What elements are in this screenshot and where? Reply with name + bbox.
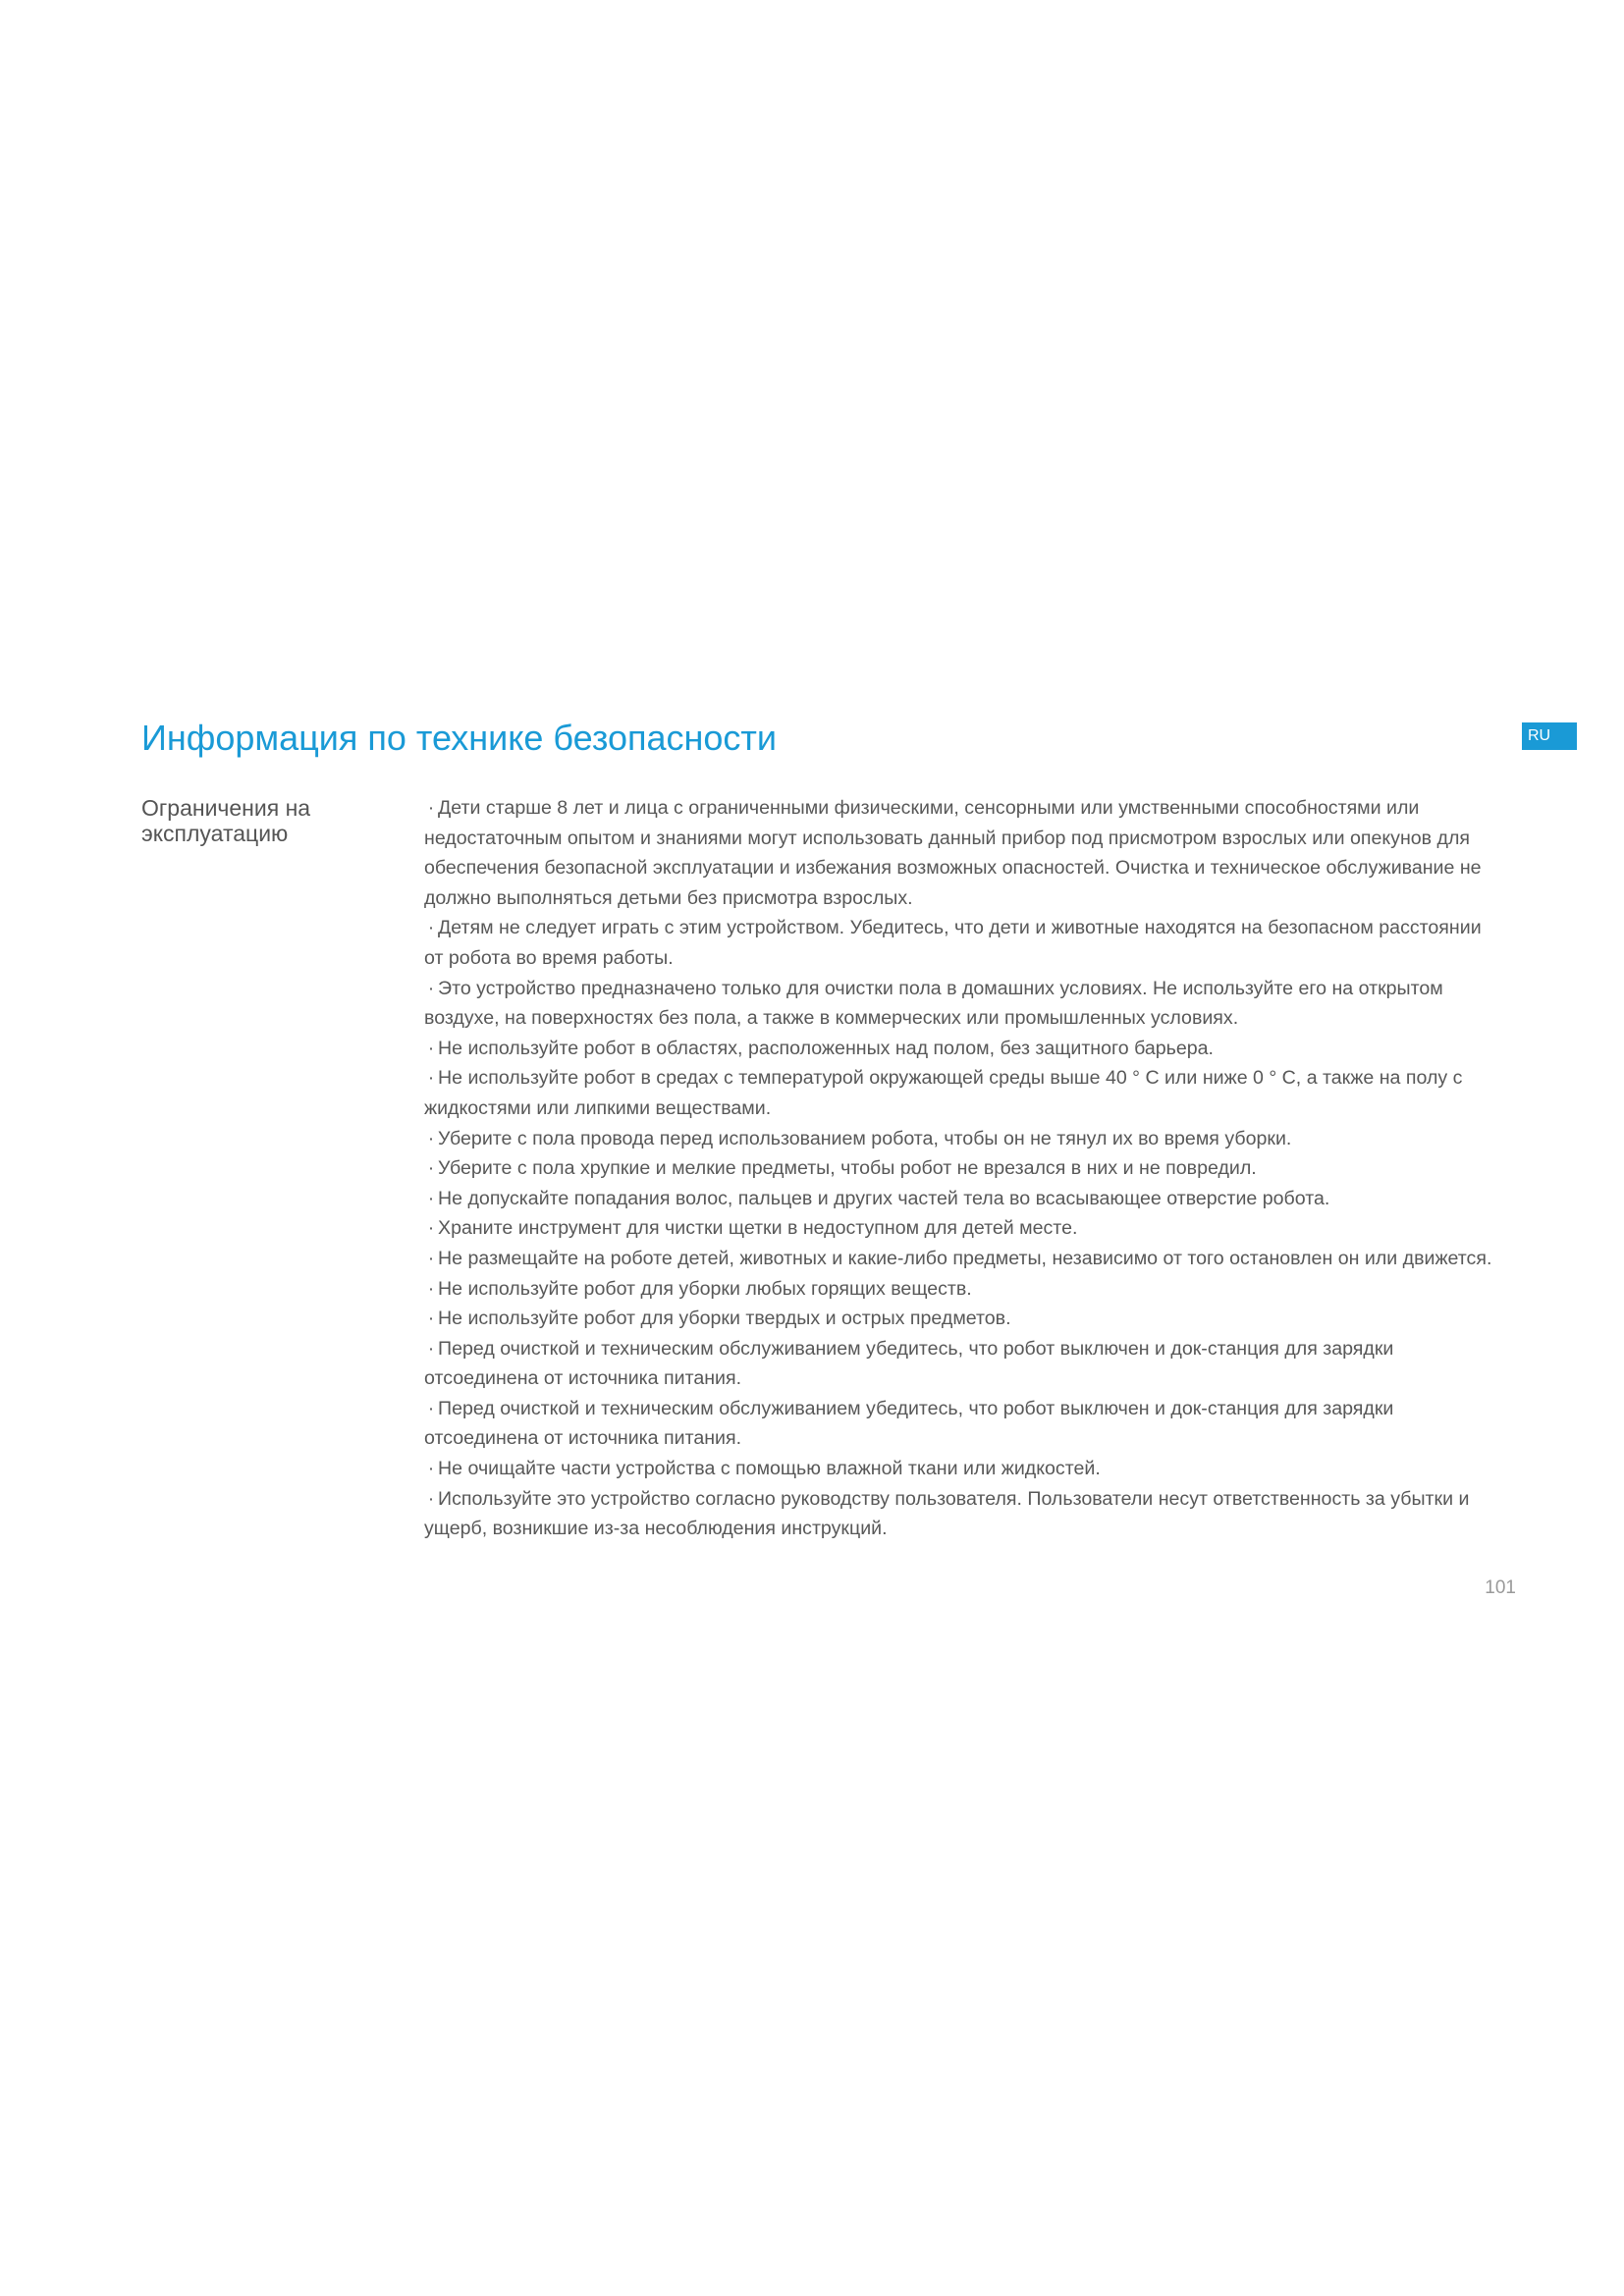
list-item-text: Уберите с пола провода перед использованием робота, чтобы он не тянул их во время уборки. (438, 1127, 1292, 1149)
list-item (424, 1184, 1496, 1214)
list-item (424, 1244, 1496, 1274)
bullet-icon: · (427, 1187, 435, 1209)
bullet-icon: · (427, 1157, 435, 1180)
list-item-text: Уберите с пола хрупкие и мелкие предметы, чтобы робот не врезался в них и не повредил. (438, 1157, 1257, 1180)
section-heading-line-2: эксплуатацию (141, 821, 289, 846)
bullet-icon: · (427, 1127, 435, 1149)
list-item-text: Перед очисткой и техническим обслуживанием убедитесь, что робот выключен и док-станция для зарядки отсоединена от источника питания. (424, 1337, 1394, 1390)
list-item-text: Дети старше 8 лет и лица с ограниченными физическими, сенсорными или умственными способностями или недостаточным опытом и знаниями могут использовать данный прибор под присмотром взрослых или опекунов для обеспечения безопасной эксплуатации и избежания возможных опасностей. Очистка и техническое обслуживание не должно выполняться детьми без присмотра взрослых. (424, 797, 1482, 909)
bullet-icon: · (427, 1067, 435, 1090)
section-heading (141, 795, 377, 846)
bullet-icon: · (427, 977, 435, 999)
section-heading-line-1: Ограничения на (141, 795, 311, 821)
list-item (424, 1124, 1496, 1154)
bullet-icon: · (427, 1397, 435, 1419)
list-item-text: Не размещайте на роботе детей, животных и какие-либо предметы, независимо от того остановлен он или движется. (438, 1247, 1492, 1269)
bullet-icon: · (427, 1037, 435, 1059)
list-item (424, 1213, 1496, 1244)
list-item (424, 1034, 1496, 1064)
bullet-icon: · (427, 1337, 435, 1360)
bullet-icon: · (427, 797, 435, 819)
list-item (424, 1394, 1496, 1454)
list-item (424, 974, 1496, 1034)
bullet-icon: · (427, 1308, 435, 1330)
list-item (424, 1334, 1496, 1394)
language-badge: RU (1522, 722, 1577, 750)
list-item (424, 793, 1496, 913)
list-item-text: Не используйте робот в областях, расположенных над полом, без защитного барьера. (438, 1037, 1214, 1059)
list-item (424, 1153, 1496, 1184)
list-item-text: Не используйте робот для уборки твердых и острых предметов. (438, 1308, 1011, 1330)
bullet-icon: · (427, 1277, 435, 1300)
list-item-text: Не используйте робот для уборки любых горящих веществ. (438, 1277, 972, 1300)
list-item (424, 1304, 1496, 1334)
bullet-icon: · (427, 1217, 435, 1240)
list-item-text: Не очищайте части устройства с помощью влажной ткани или жидкостей. (438, 1458, 1101, 1480)
list-item (424, 1454, 1496, 1484)
bullet-icon: · (427, 917, 435, 939)
page-title: Информация по технике безопасности (141, 718, 777, 758)
list-item-text: Детям не следует играть с этим устройством. Убедитесь, что дети и животные находятся на безопасном расстоянии от робота во время работы. (424, 917, 1482, 969)
list-item-text: Перед очисткой и техническим обслуживанием убедитесь, что робот выключен и док-станция для зарядки отсоединена от источника питания. (424, 1397, 1394, 1450)
list-item-text: Не допускайте попадания волос, пальцев и других частей тела во всасывающее отверстие робота. (438, 1187, 1330, 1209)
bullet-icon: · (427, 1458, 435, 1480)
list-item (424, 913, 1496, 973)
list-item-text: Не используйте робот в средах с температурой окружающей среды выше 40 ° C или ниже 0 ° C, а также на полу с жидкостями или липкими веществами. (424, 1067, 1463, 1119)
bullet-icon: · (427, 1247, 435, 1269)
safety-rules-list (424, 793, 1496, 1544)
list-item-text: Храните инструмент для чистки щетки в недоступном для детей месте. (438, 1217, 1078, 1240)
list-item (424, 1274, 1496, 1305)
bullet-icon: · (427, 1487, 435, 1510)
list-item-text: Используйте это устройство согласно руководству пользователя. Пользователи несут ответственность за убытки и ущерб, возникшие из-за несоблюдения инструкций. (424, 1487, 1470, 1540)
list-item-text: Это устройство предназначено только для очистки пола в домашних условиях. Не используйте его на открытом воздухе, на поверхностях без пола, а также в коммерческих или промышленных условиях. (424, 977, 1443, 1030)
list-item (424, 1063, 1496, 1123)
page-number: 101 (1485, 1577, 1516, 1598)
list-item (424, 1484, 1496, 1544)
